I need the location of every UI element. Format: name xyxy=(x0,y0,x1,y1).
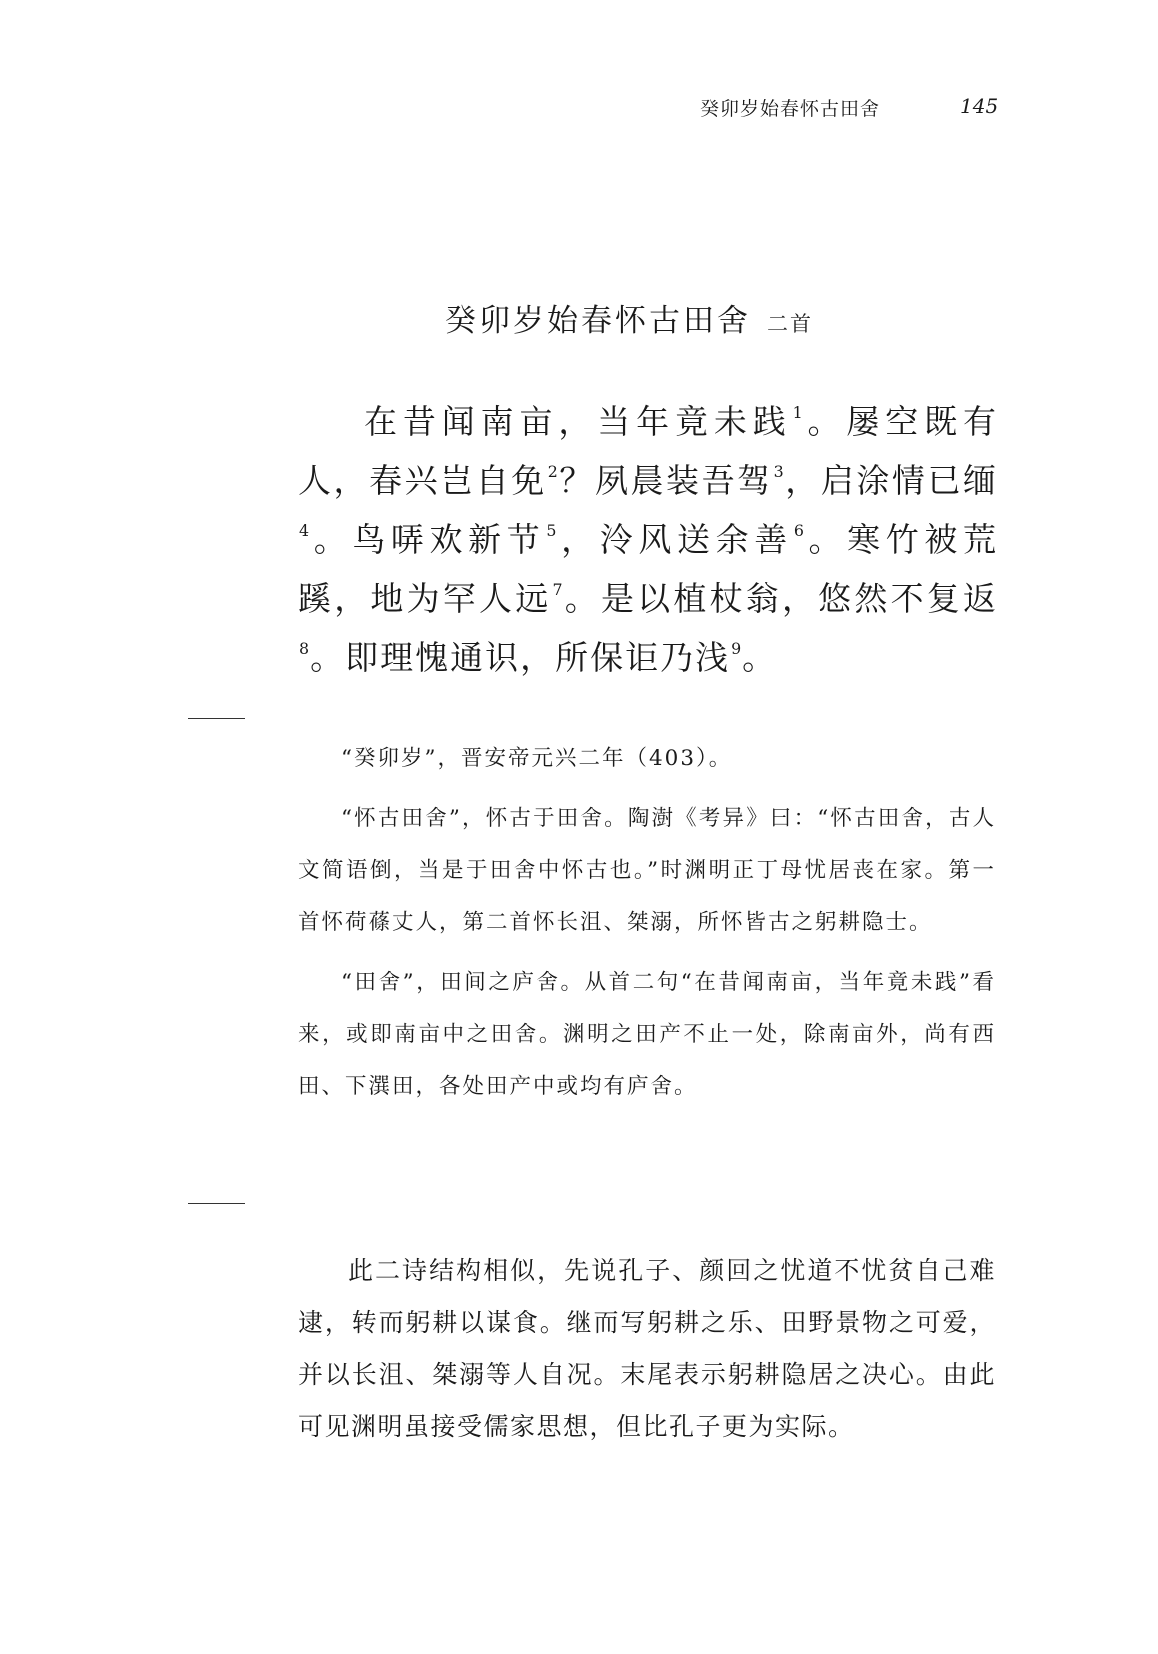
note-marker: 8 xyxy=(299,638,310,658)
note-marker: 7 xyxy=(552,579,563,599)
poem-title-suffix: 二首 xyxy=(767,312,813,336)
poem-segment: 。屡空既有人，春兴岂自免 xyxy=(298,402,999,500)
note-marker: 3 xyxy=(773,461,784,481)
note-marker: 1 xyxy=(792,402,803,422)
commentary-paragraph: 此二诗结构相似，先说孔子、颜回之忧道不忧贫自己难逮，转而躬耕以谋食。继而写躬耕之乐、田野景物之可爱，并以长沮、桀溺等人自况。末尾表示躬耕隐居之决心。由此可见渊明虽接受儒家思想，但比孔子更为实际。 xyxy=(298,1256,996,1441)
note-marker: 2 xyxy=(547,461,558,481)
poem-segment: 。 xyxy=(742,638,778,677)
note-marker: 5 xyxy=(546,520,557,540)
note-marker: 9 xyxy=(731,638,742,658)
poem-segment: 。寒竹被荒蹊，地为罕人远 xyxy=(298,520,999,618)
commentary-section xyxy=(298,1245,996,1453)
commentary-divider xyxy=(188,1203,245,1204)
poem-segment: ？夙晨装吾驾 xyxy=(558,461,773,500)
note-marker: 4 xyxy=(299,520,310,540)
note-paragraph: “怀古田舍”，怀古于田舍。陶澍《考异》曰：“怀古田舍，古人文简语倒，当是于田舍中怀古也。”时渊明正丁母忧居丧在家。第一首怀荷蓧丈人，第二首怀长沮、桀溺，所怀皆古之躬耕隐士。 xyxy=(298,806,996,935)
poem-paragraph xyxy=(298,392,998,687)
notes-divider xyxy=(188,718,245,719)
running-header: 癸卯岁始春怀古田舍 xyxy=(700,98,881,120)
page-number: 145 xyxy=(960,94,999,118)
poem-segment: 。是以植杖翁，悠然不复返 xyxy=(563,579,999,618)
poem-segment: 。鸟哢欢新节 xyxy=(310,520,546,559)
poem-title-main: 癸卯岁始春怀古田舍 xyxy=(445,303,751,339)
poem-title xyxy=(445,295,813,340)
poem-segment: 在昔闻南亩，当年竟未践 xyxy=(364,402,792,441)
note-paragraph: “癸卯岁”，晋安帝元兴二年（403）。 xyxy=(341,746,733,771)
note-marker: 6 xyxy=(793,520,804,540)
poem-segment: ，启涂情已缅 xyxy=(784,461,999,500)
poem-segment: 。即理愧通识，所保讵乃浅 xyxy=(310,638,731,677)
note-paragraph: “田舍”，田间之庐舍。从首二句“在昔闻南亩，当年竟未践”看来，或即南亩中之田舍。渊明之田产不止一处，除南亩外，尚有西田、下潠田，各处田产中或均有庐舍。 xyxy=(298,970,996,1099)
poem-segment: ，泠风送余善 xyxy=(557,520,793,559)
notes-section xyxy=(298,733,996,1121)
poem-text xyxy=(298,392,998,687)
